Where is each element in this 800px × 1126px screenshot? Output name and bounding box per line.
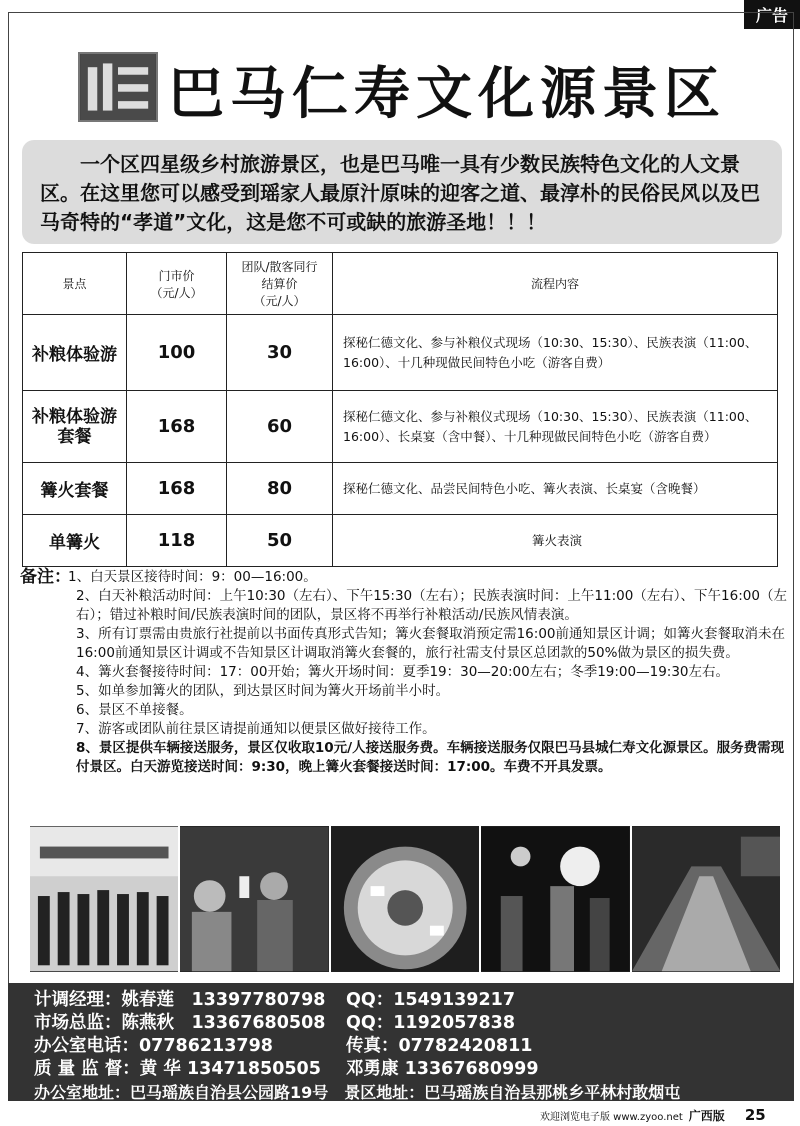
settle-price: 30 (227, 315, 333, 391)
bonfire-image (481, 826, 629, 972)
intro-text: 一个区四星级乡村旅游景区，也是巴马唯一具有少数民族特色文化的人文景区。在这里您可以感受到瑶家人最原汁原味的迎客之道、最淳朴的民俗民风以及巴马奇特的“孝道”文化，这是您不可或缺的旅游圣地！！！ (40, 152, 760, 234)
photo-toast (180, 826, 328, 972)
notes-label: 备注： (20, 567, 71, 587)
contact-item: 办公室地址：巴马瑶族自治县公园路19号 (34, 1083, 329, 1102)
market-price: 118 (127, 515, 227, 567)
contact-row (34, 1012, 794, 1035)
logo-icon (80, 54, 156, 120)
flow-content: 探秘仁德文化、参与补粮仪式现场（10:30、15:30）、民族表演（11:00、16:00）、长桌宴（含中餐）、十几种现做民间特色小吃（游客自费） (333, 391, 778, 463)
note-item: 3、所有订票需由贵旅行社提前以书面传真形式告知；篝火套餐取消预定需16:00前通知景区计调；如篝火套餐取消未在16:00前通知景区计调或不告知景区计调取消篝火套餐的，旅行社需支付景区总团款的50%做为景区的损失费。 (76, 626, 785, 661)
contact-item: QQ：1549139217 (346, 990, 516, 1010)
contact-item: 景区地址：巴马瑶族自治县那桃乡平林村敢烟屯 (344, 1083, 681, 1102)
flow-content: 探秘仁德文化、参与补粮仪式现场（10:30、15:30）、民族表演（11:00、16:00）、十几种现做民间特色小吃（游客自费） (333, 315, 778, 391)
page-number: 25 (744, 1106, 766, 1124)
table-row (23, 515, 778, 567)
attraction-name: 补粮体验游 套餐 (23, 391, 127, 463)
note-item: 2、白天补粮活动时间：上午10:30（左右）、下午15:30（左右）；民族表演时间：上午11:00（左右）、下午16:00（左右）；错过补粮时间/民族表演时间的团队，景区将不再举行补粮活动/民族风情表演。 (76, 588, 787, 623)
note-item: 8、景区提供车辆接送服务，景区仅收取10元/人接送服务费。车辆接送服务仅限巴马县城仁寿文化源景区。服务费需现付景区。白天游览接送时间：9:30，晚上篝火套餐接送时间：17:00。车费不开具发票。 (76, 740, 785, 775)
note-item: 7、游客或团队前往景区请提前通知以便景区做好接待工作。 (76, 721, 436, 737)
market-price: 168 (127, 391, 227, 463)
contact-item: 办公室电话：07786213798 (34, 1036, 273, 1056)
footer-text: 欢迎浏览电子版 www.zyoo.net (540, 1111, 683, 1123)
photo-long-table (632, 826, 780, 972)
header-cell: 流程内容 (333, 253, 778, 315)
price-table (22, 252, 778, 567)
ad-label: 广告 (744, 0, 800, 29)
header-cell: 门市价 （元/人） (127, 253, 227, 315)
contact-row (34, 1058, 794, 1081)
note-item: 6、景区不单接餐。 (76, 702, 193, 718)
attraction-name: 单篝火 (23, 515, 127, 567)
settle-price: 80 (227, 463, 333, 515)
contact-item: 计调经理：姚春莲 13397780798 (34, 990, 326, 1010)
header-cell: 团队/散客同行 结算价 （元/人） (227, 253, 333, 315)
contact-row (34, 989, 794, 1012)
contact-item: 传真：07782420811 (346, 1036, 533, 1056)
market-price: 100 (127, 315, 227, 391)
contact-item: 质 量 监 督：黄 华 13471850505 (34, 1059, 321, 1079)
flow-content: 探秘仁德文化、品尝民间特色小吃、篝火表演、长桌宴（含晚餐） (333, 463, 778, 515)
intro-box (22, 140, 782, 244)
toast-image (180, 826, 328, 972)
market-price: 168 (127, 463, 227, 515)
notes-section (20, 568, 790, 777)
contact-item: 邓勇康 13367680999 (346, 1059, 539, 1079)
header-cell: 景点 (23, 253, 127, 315)
page-title: 巴马仁寿文化源景区 (168, 62, 726, 127)
footer-brand: 广西版 (688, 1108, 725, 1123)
flow-content: 篝火表演 (333, 515, 778, 567)
table-row (23, 315, 778, 391)
attraction-name: 补粮体验游 (23, 315, 127, 391)
photo-bonfire (481, 826, 629, 972)
photo-performers (30, 826, 178, 972)
settle-price: 60 (227, 391, 333, 463)
table-row (23, 391, 778, 463)
note-item: 5、如单参加篝火的团队，到达景区时间为篝火开场前半小时。 (76, 683, 450, 699)
table-row (23, 463, 778, 515)
attraction-name: 篝火套餐 (23, 463, 127, 515)
table-header (23, 253, 778, 315)
photo-strip (30, 826, 780, 972)
contact-section (8, 983, 794, 1101)
performers-image (30, 826, 178, 972)
photo-food-platter (331, 826, 479, 972)
contact-row (34, 1035, 794, 1058)
contact-row (34, 1081, 794, 1104)
food-image (331, 826, 479, 972)
settle-price: 50 (227, 515, 333, 567)
contact-item: 市场总监：陈燕秋 13367680508 (34, 1013, 326, 1033)
contact-item: QQ：1192057838 (346, 1013, 516, 1033)
note-item: 1、白天景区接待时间：9：00—16:00。 (68, 569, 317, 585)
note-item: 4、篝火套餐接待时间：17：00开始；篝火开场时间：夏季19：30—20:00左右；冬季19:00—19:30左右。 (76, 664, 730, 680)
long-table-image (632, 826, 780, 972)
page-footer (540, 1106, 766, 1124)
logo (78, 52, 158, 122)
